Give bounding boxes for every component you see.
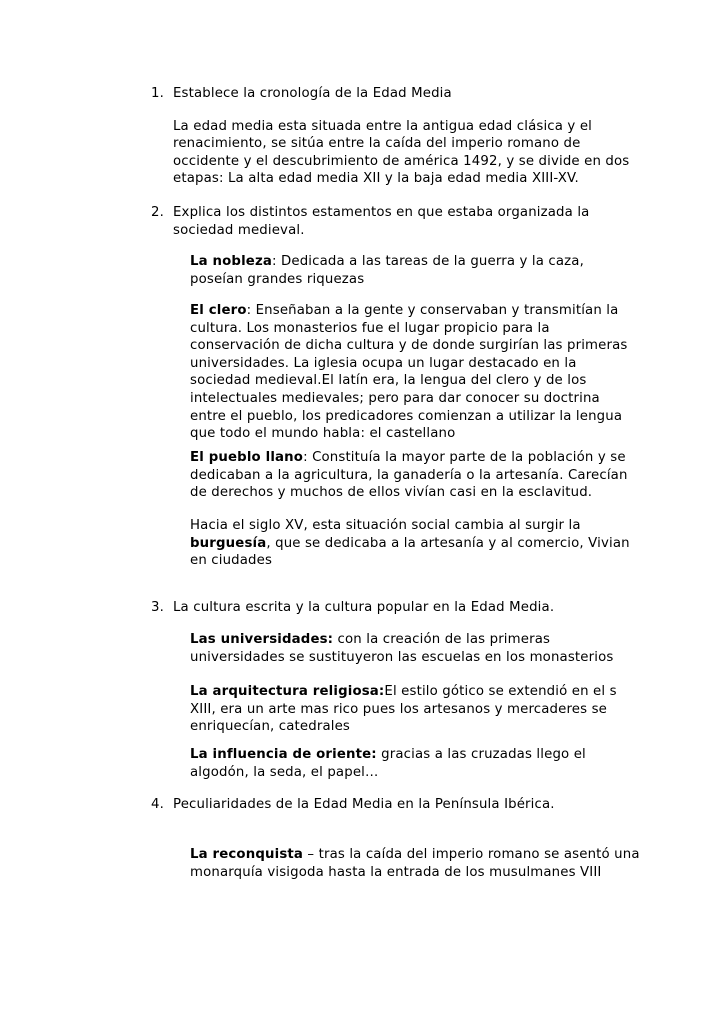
- question-2: [151, 204, 651, 239]
- paragraph-arquitectura: [190, 683, 640, 736]
- question-4: [151, 796, 651, 814]
- question-number: 2.: [151, 205, 164, 220]
- question-title: Peculiaridades de la Edad Media en la Península Ibérica.: [173, 797, 555, 812]
- question-number: 3.: [151, 600, 164, 615]
- question-number: 4.: [151, 797, 164, 812]
- paragraph-text: , que se dedicaba a la artesanía y al comercio, Vivian en ciudades: [190, 535, 630, 569]
- question-title: Establece la cronología de la Edad Media: [173, 86, 452, 101]
- question-1: [151, 85, 651, 188]
- term-label: La arquitectura religiosa:: [190, 684, 385, 699]
- question-number: 1.: [151, 86, 164, 101]
- paragraph-universidades: [190, 631, 640, 666]
- term-label: Las universidades:: [190, 632, 334, 647]
- paragraph-clero: [190, 302, 640, 443]
- term-description: : Enseñaban a la gente y conservaban y transmitían la cultura. Los monasterios fue el lugar propicio para la conservación de dicha cultura y de donde surgirían las primeras universidades. La iglesia ocupa un lugar destacado en la sociedad medieval.El latín era, la lengua del clero y de los intelectuales medievales; pero para dar conocer su doctrina entre el pueblo, los predicadores comienzan a utilizar la lengua que todo el mundo habla: el castellano: [190, 303, 628, 442]
- paragraph-reconquista: [190, 846, 640, 881]
- answer-paragraph: [173, 118, 651, 188]
- term-label: El pueblo llano: [190, 450, 304, 465]
- term-description: : Dedicada a las tareas de la guerra y la caza, poseían grandes riquezas: [190, 254, 584, 287]
- term-description: con la creación de las primeras universidades se sustituyeron las escuelas en los monasterios: [190, 632, 614, 665]
- paragraph-oriente: [190, 746, 640, 781]
- answer-text: La edad media esta situada entre la antigua edad clásica y el renacimiento, se sitúa entre la caída del imperio romano de occidente y el descubrimiento de américa 1492, y se divide en dos etapas: La alta edad media XII y la baja edad media XIII-XV.: [173, 118, 630, 187]
- term-description: El estilo gótico se extendió en el s XIII, era un arte mas rico pues los artesanos y mercaderes se enriquecían, catedrales: [190, 684, 617, 735]
- term-description: – tras la caída del imperio romano se asentó una monarquía visigoda hasta la entrada de los musulmanes VIII: [190, 847, 640, 880]
- term-label: La reconquista: [190, 847, 304, 862]
- term-label: El clero: [190, 303, 247, 318]
- term-label: burguesía: [190, 535, 267, 551]
- term-label: La nobleza: [190, 254, 272, 269]
- paragraph-nobleza: [190, 253, 640, 288]
- term-label: La influencia de oriente:: [190, 747, 377, 762]
- paragraph-text: Hacia el siglo XV, esta situación social cambia al surgir la: [190, 518, 581, 533]
- term-description: gracias a las cruzadas llego el algodón, la seda, el papel…: [190, 747, 586, 780]
- paragraph-pueblo-llano: [190, 449, 640, 502]
- question-3: [151, 599, 651, 617]
- question-title: La cultura escrita y la cultura popular en la Edad Media.: [173, 600, 555, 615]
- paragraph-burguesia: [190, 517, 640, 570]
- question-title: Explica los distintos estamentos en que estaba organizada la sociedad medieval.: [173, 205, 590, 238]
- term-description: : Constituía la mayor parte de la población y se dedicaban a la agricultura, la ganadería o la artesanía. Carecían de derechos y muchos de ellos vivían casi en la esclavitud.: [190, 450, 628, 501]
